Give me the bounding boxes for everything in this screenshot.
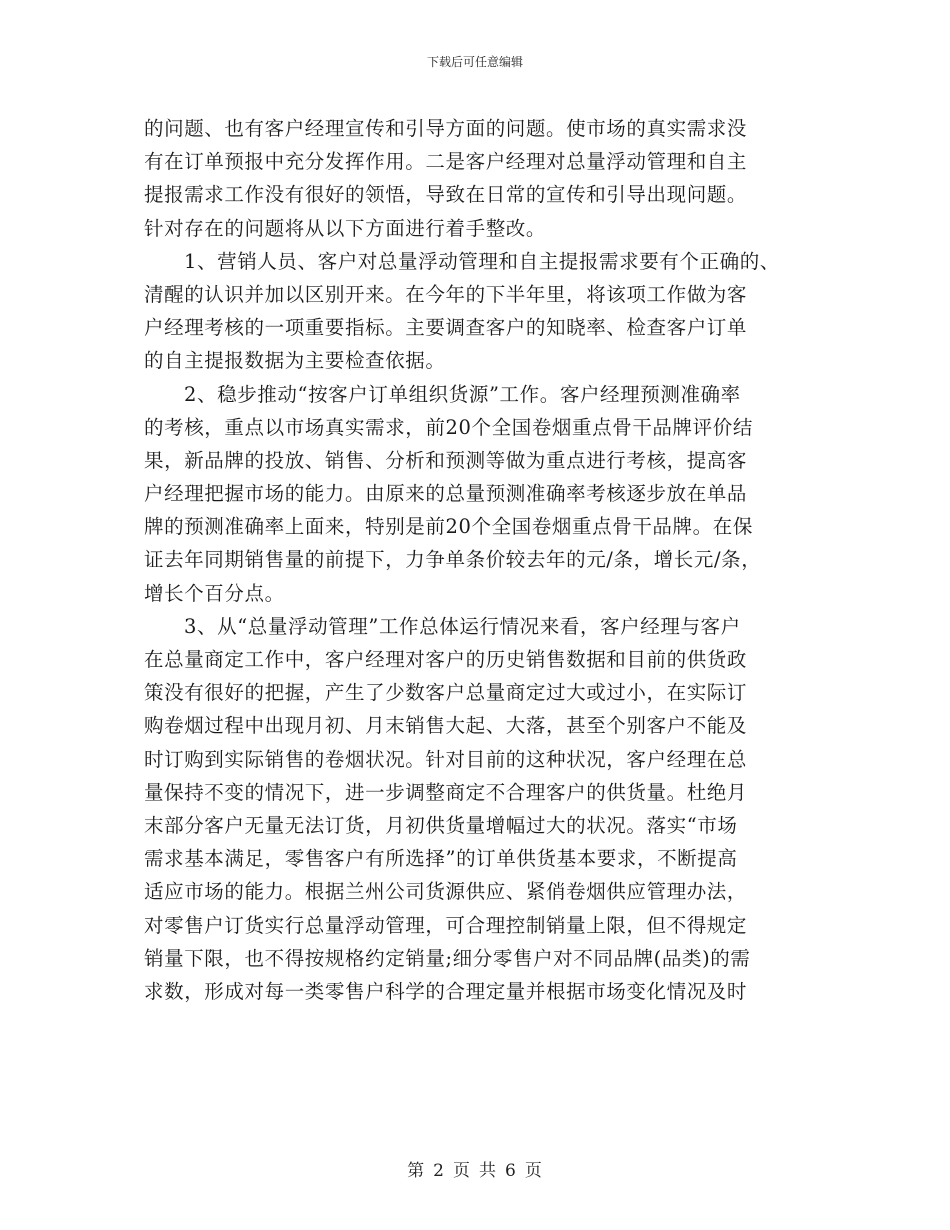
text-line: 增长个百分点。 <box>144 581 285 605</box>
text-line: 末部分客户无量无法订货，月初供货量增幅过大的状况。落实“市场 <box>144 813 738 837</box>
page-label-unit: 页 <box>453 1161 471 1181</box>
document-body <box>144 112 810 1008</box>
text-line: 的问题、也有客户经理宣传和引导方面的问题。使市场的真实需求没 <box>144 117 748 140</box>
text-line: 对零售户订货实行总量浮动管理，可合理控制销量上限，但不得规定 <box>144 913 748 937</box>
text-line: 策没有很好的把握，产生了少数客户总量商定过大或过小，在实际订 <box>144 681 748 705</box>
text-line: 证去年同期销售量的前提下，力争单条价较去年的元/条，增长元/条， <box>144 548 762 572</box>
text-line: 3、从“总量浮动管理”工作总体运行情况来看，客户经理与客户 <box>184 614 741 638</box>
text-line: 适应市场的能力。根据兰州公司货源供应、紧俏卷烟供应管理办法， <box>144 880 748 904</box>
text-line: 在总量商定工作中，客户经理对客户的历史销售数据和目前的供货政 <box>144 648 748 671</box>
text-line: 牌的预测准确率上面来，特别是前20个全国卷烟重点骨干品牌。在保 <box>144 515 753 539</box>
page-label-prefix: 第 <box>407 1161 426 1181</box>
text-line: 果，新品牌的投放、销售、分析和预测等做为重点进行考核，提高客 <box>144 448 748 472</box>
total-pages-number: 6 <box>505 1161 517 1181</box>
text-line: 户经理把握市场的能力。由原来的总量预测准确率考核逐步放在单品 <box>144 482 748 506</box>
text-line: 量保持不变的情况下，进一步调整商定不合理客户的供货量。杜绝月 <box>144 780 748 804</box>
paragraph <box>144 610 810 1008</box>
paragraph <box>144 112 810 245</box>
text-line: 2、稳步推动“按客户订单组织货源”工作。客户经理预测准确率 <box>184 382 741 406</box>
text-line: 销量下限，也不得按规格约定销量;细分零售户对不同品牌(品类)的需 <box>144 946 751 970</box>
text-line: 清醒的认识并加以区别开来。在今年的下半年里，将该项工作做为客 <box>144 282 748 306</box>
text-line: 有在订单预报中充分发挥作用。二是客户经理对总量浮动管理和自主 <box>144 150 748 174</box>
paragraph <box>144 245 810 378</box>
text-line: 针对存在的问题将从以下方面进行着手整改。 <box>144 216 547 240</box>
current-page-number: 2 <box>433 1161 445 1181</box>
text-line: 的考核，重点以市场真实需求，前20个全国卷烟重点骨干品牌评价结 <box>144 415 753 439</box>
text-line: 需求基本满足，零售客户有所选择”的订单供货基本要求，不断提高 <box>144 847 738 871</box>
text-line: 1、营销人员、客户对总量浮动管理和自主提报需求要有个正确的、 <box>184 249 780 273</box>
page-label-suffix: 页 <box>524 1161 543 1181</box>
text-line: 的自主提报数据为主要检查依据。 <box>144 349 446 373</box>
page-header-note: 下载后可任意编辑 <box>426 55 523 69</box>
text-line: 户经理考核的一项重要指标。主要调查客户的知晓率、检查客户订单 <box>144 316 748 340</box>
text-line: 时订购到实际销售的卷烟状况。针对目前的这种状况，客户经理在总 <box>144 747 748 771</box>
paragraph <box>144 378 810 610</box>
text-line: 提报需求工作没有很好的领悟，导致在日常的宣传和引导出现问题。 <box>144 183 748 207</box>
page-footer <box>0 1156 950 1181</box>
text-line: 购卷烟过程中出现月初、月末销售大起、大落，甚至个别客户不能及 <box>144 714 748 738</box>
text-line: 求数，形成对每一类零售户科学的合理定量并根据市场变化情况及时 <box>144 979 748 1003</box>
page-label-total-word: 共 <box>479 1161 497 1181</box>
